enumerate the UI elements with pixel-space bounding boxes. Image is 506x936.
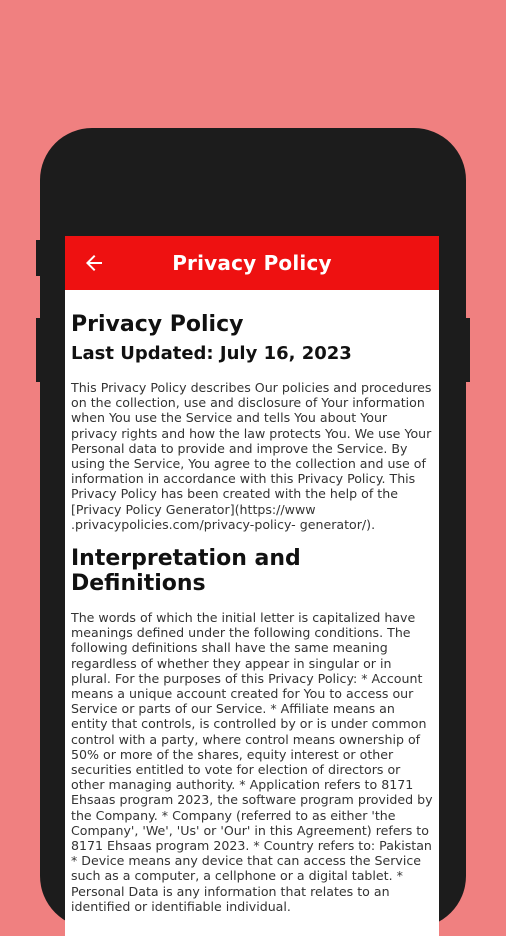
arrow-left-icon xyxy=(82,251,106,275)
app-screen xyxy=(65,236,439,936)
policy-heading: Privacy Policy xyxy=(71,312,244,337)
section-title: Interpretation and Definitions xyxy=(71,546,301,597)
app-bar-title: Privacy Policy xyxy=(172,251,332,275)
phone-side-button-left-2 xyxy=(36,318,41,382)
last-updated: Last Updated: July 16, 2023 xyxy=(71,343,352,364)
section-body: The words of which the initial letter is capitalized have meanings defined under the following conditions. The following definitions shall have the same meaning regardless of whether they appear in singular or in plural. For the purposes of this Privacy Policy: * Account means a unique account created for You to access our Service or parts of our Service. * Affiliate means an entity that controls, is controlled by or is under common control with a party, where control means ownership of 50% or more of the shares, equity interest or other securities entitled to vote for election of directors or other managing authority. * Application refers to 8171 Ehsaas program 2023, the software program provided by the Company. * Company (referred to as either 'the Company', 'We', 'Us' or 'Our' in this Agreement) refers to 8171 Ehsaas program 2023. * Country refers to: Pakistan * Device means any device that can access the Service such as a computer, a cellphone or a digital tablet. * Personal Data is any information that relates to an identified or identifiable individual. xyxy=(71,610,433,914)
policy-content[interactable] xyxy=(65,290,439,914)
policy-intro: This Privacy Policy describes Our policies and procedures on the collection, use and disclosure of Your information when You use the Service and tells You about Your privacy rights and how the law protects You. We use Your Personal data to provide and improve the Service. By using the Service, You agree to the collection and use of information in accordance with this Privacy Policy. This Privacy Policy has been created with the help of the [Privacy Policy Generator](https://www .privacypolicies.com/privacy-policy- generator/). xyxy=(71,380,432,532)
phone-side-button-left xyxy=(36,240,41,276)
back-button[interactable] xyxy=(79,248,109,278)
app-bar xyxy=(65,236,439,290)
phone-side-button-right xyxy=(465,318,470,382)
